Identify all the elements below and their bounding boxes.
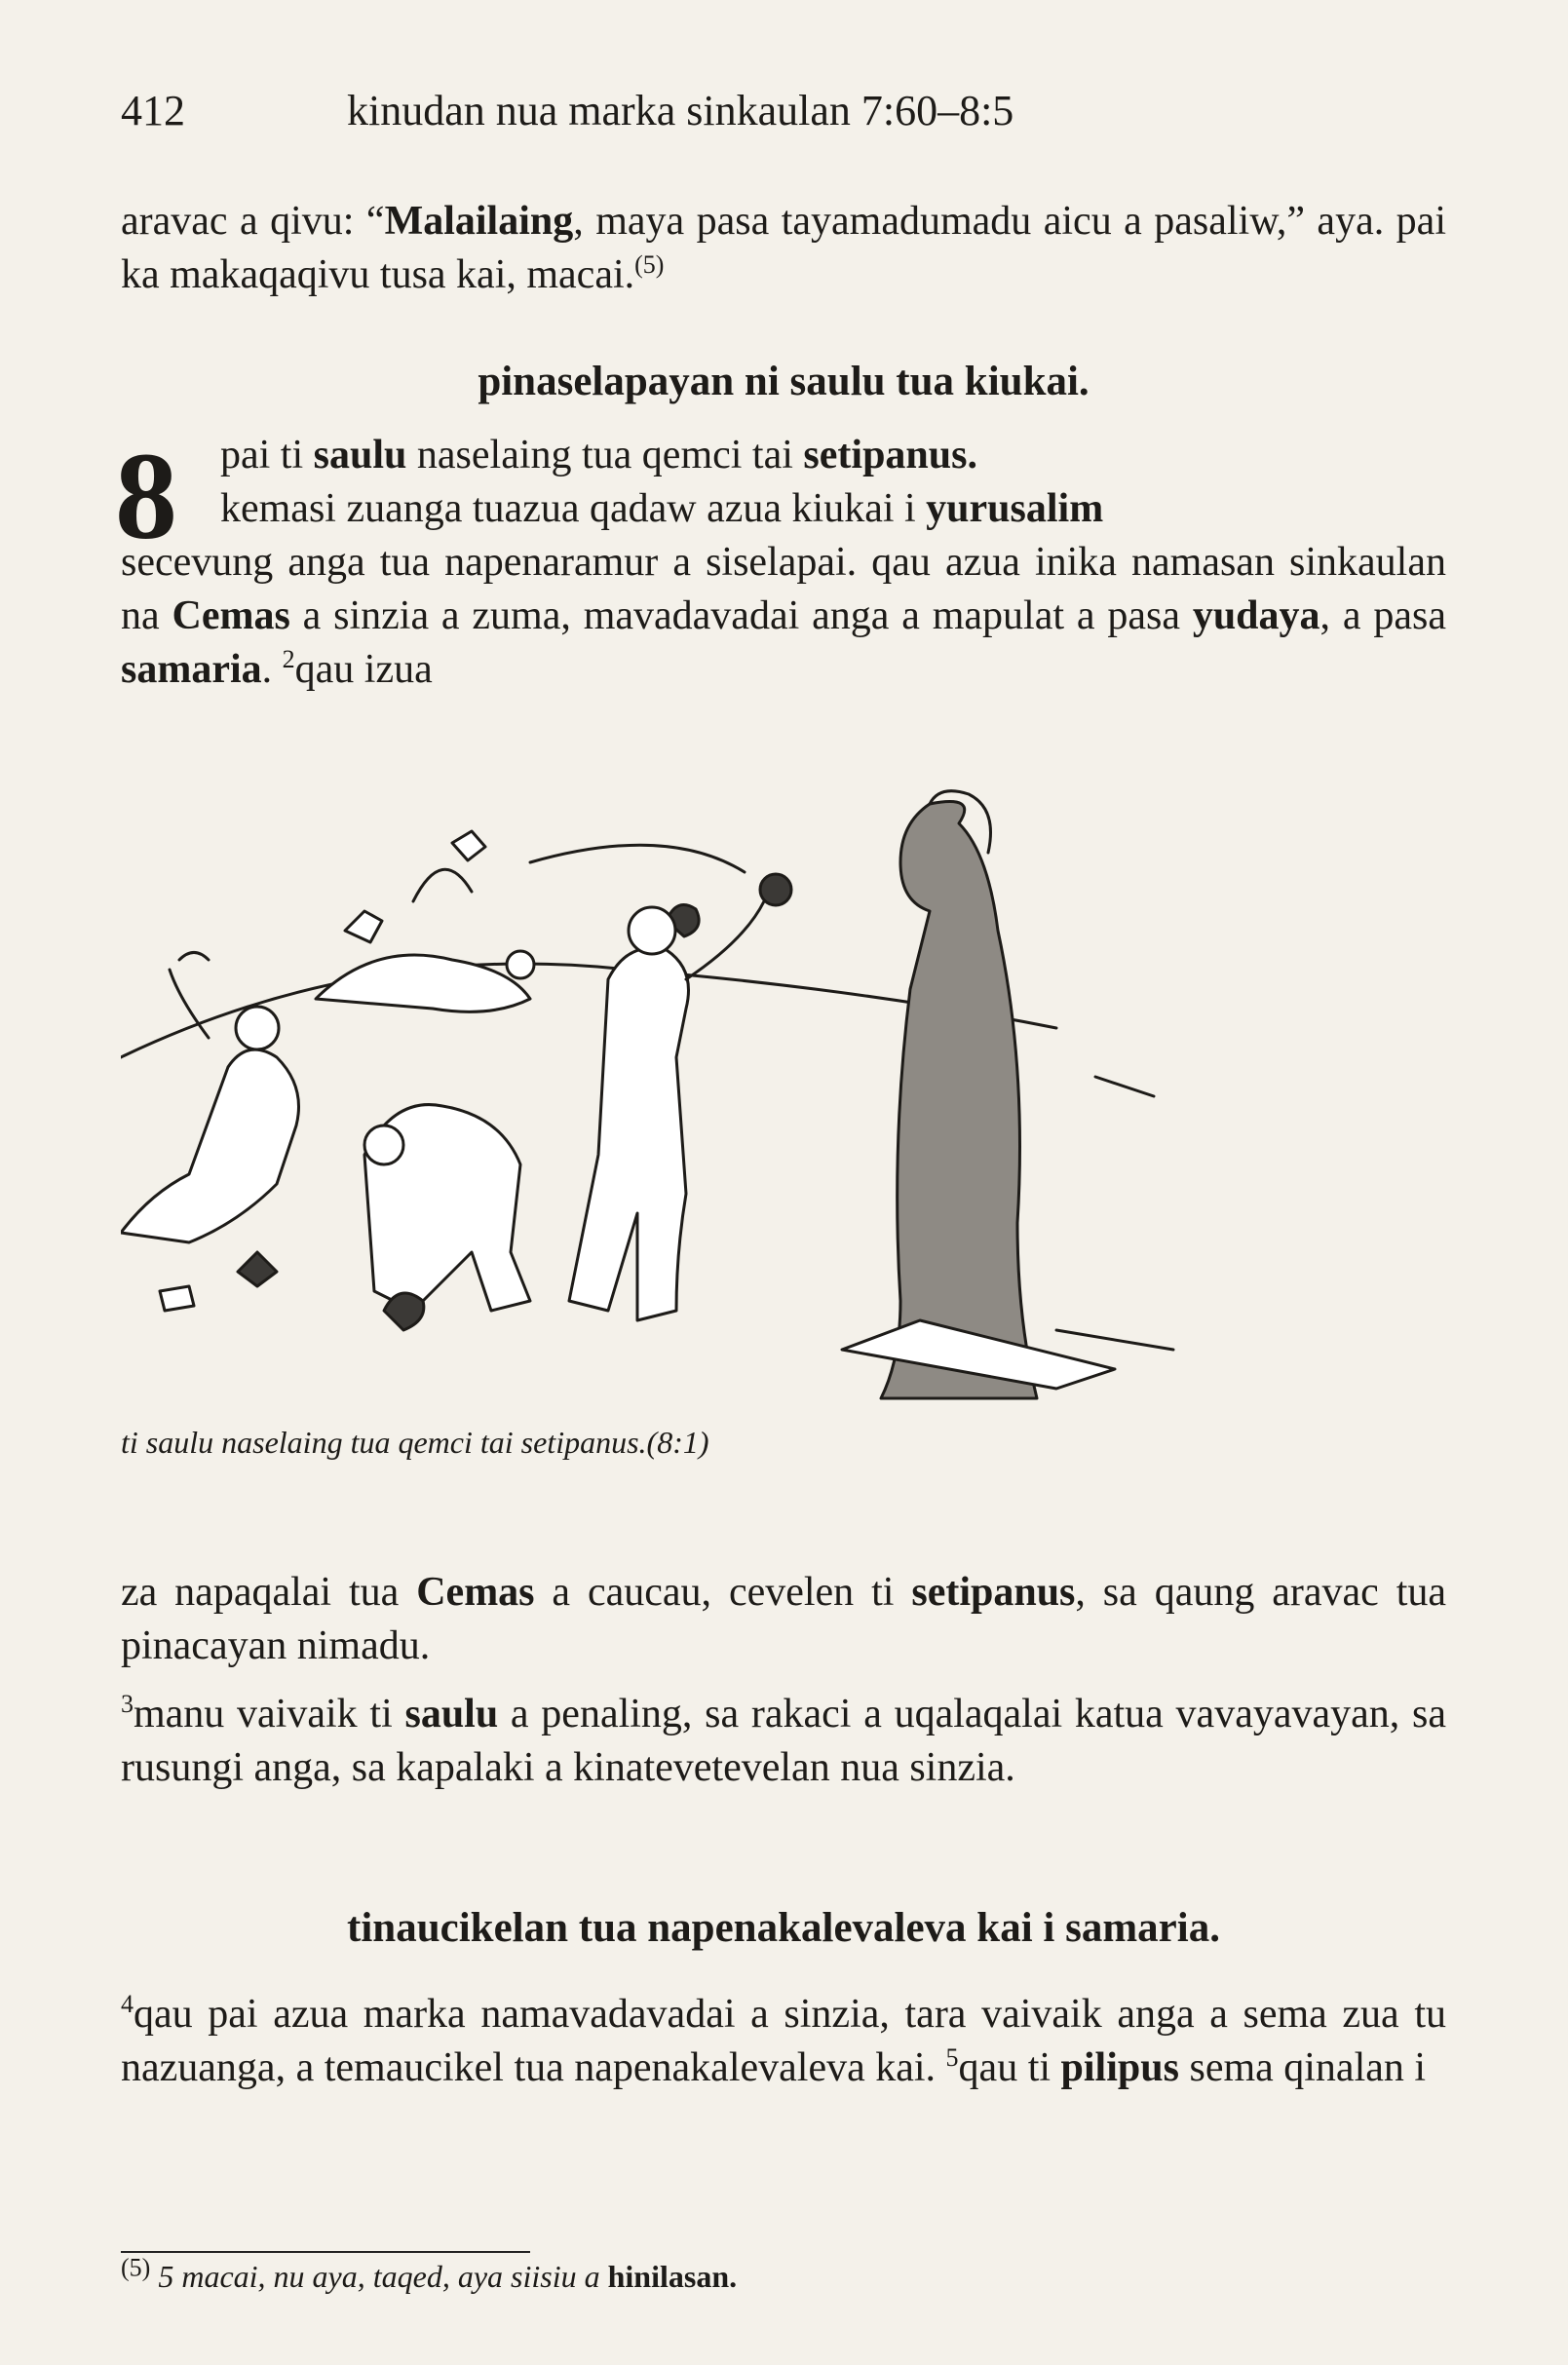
section-heading: pinaselapayan ni saulu tua kiukai.	[478, 359, 1090, 404]
paragraph-verse-2-cont: za napaqalai tua Cemas a caucau, cevelen ti setipanus, sa qaung aravac tua pinacayan nimadu.	[121, 1570, 1447, 1668]
paragraph-verse-4: $^4$qau pai azua marka namavadavadai a sinzia, tara vaivaik anga a sema zua tu nazuanga, a temaucikel tua napenakalevaleva kai. $^5$qau ti pilipus sema qinalan i	[121, 1990, 1446, 2090]
paragraph-chapter-line2: kemasi zuanga tuazua qadaw azua kiukai i yurusalim	[220, 486, 1104, 531]
running-title: kinudan nua marka sinkaulan 7:60–8:5	[347, 87, 1014, 134]
stoning-illustration	[121, 784, 1446, 1418]
footnote: $^{(5)}$ 5 macai, nu aya, taqed, aya siisiu a hinilasan.	[121, 2253, 738, 2294]
verse-number: 4	[121, 1990, 134, 2018]
verse-number: 3	[121, 1690, 134, 1718]
section-heading-2: tinaucikelan tua napenakalevaleva kai i samaria.	[347, 1905, 1220, 1951]
verse-number: 5	[945, 2043, 959, 2072]
paragraph-chapter-body: secevung anga tua napenaramur a siselapai. qau azua inika namasan sinkaulan na Cemas a sinzia a zuma, mavadavadai anga a mapulat a pasa yudaya, a pasa samaria. $^2$qau izua	[121, 540, 1446, 692]
footnote-marker: (5)	[121, 2253, 151, 2282]
page-number: 412	[121, 87, 185, 134]
verse-number: 2	[282, 645, 295, 673]
footnote-ref[interactable]: (5)	[634, 250, 665, 279]
paragraph-continuation: aravac a qivu: “Malailaing, maya pasa tayamadumadu aicu a pasaliw,” aya. pai ka makaqaqivu tusa kai, macai.$^{(5)}$	[121, 199, 1446, 297]
illustration-caption: ti saulu naselaing tua qemci tai setipanus.(8:1)	[121, 1425, 709, 1460]
paragraph-verse-3: $^3$manu vaivaik ti saulu a penaling, sa rakaci a uqalaqalai katua vavayavayan, sa rusungi anga, sa kapalaki a kinatevetevelan nua sinzia.	[121, 1690, 1446, 1790]
footnote-divider	[121, 2251, 530, 2253]
bold-term: Malailaing	[384, 199, 574, 244]
paragraph-chapter-start: pai ti saulu naselaing tua qemci tai setipanus.	[220, 433, 977, 477]
chapter-number: 8	[115, 427, 177, 565]
